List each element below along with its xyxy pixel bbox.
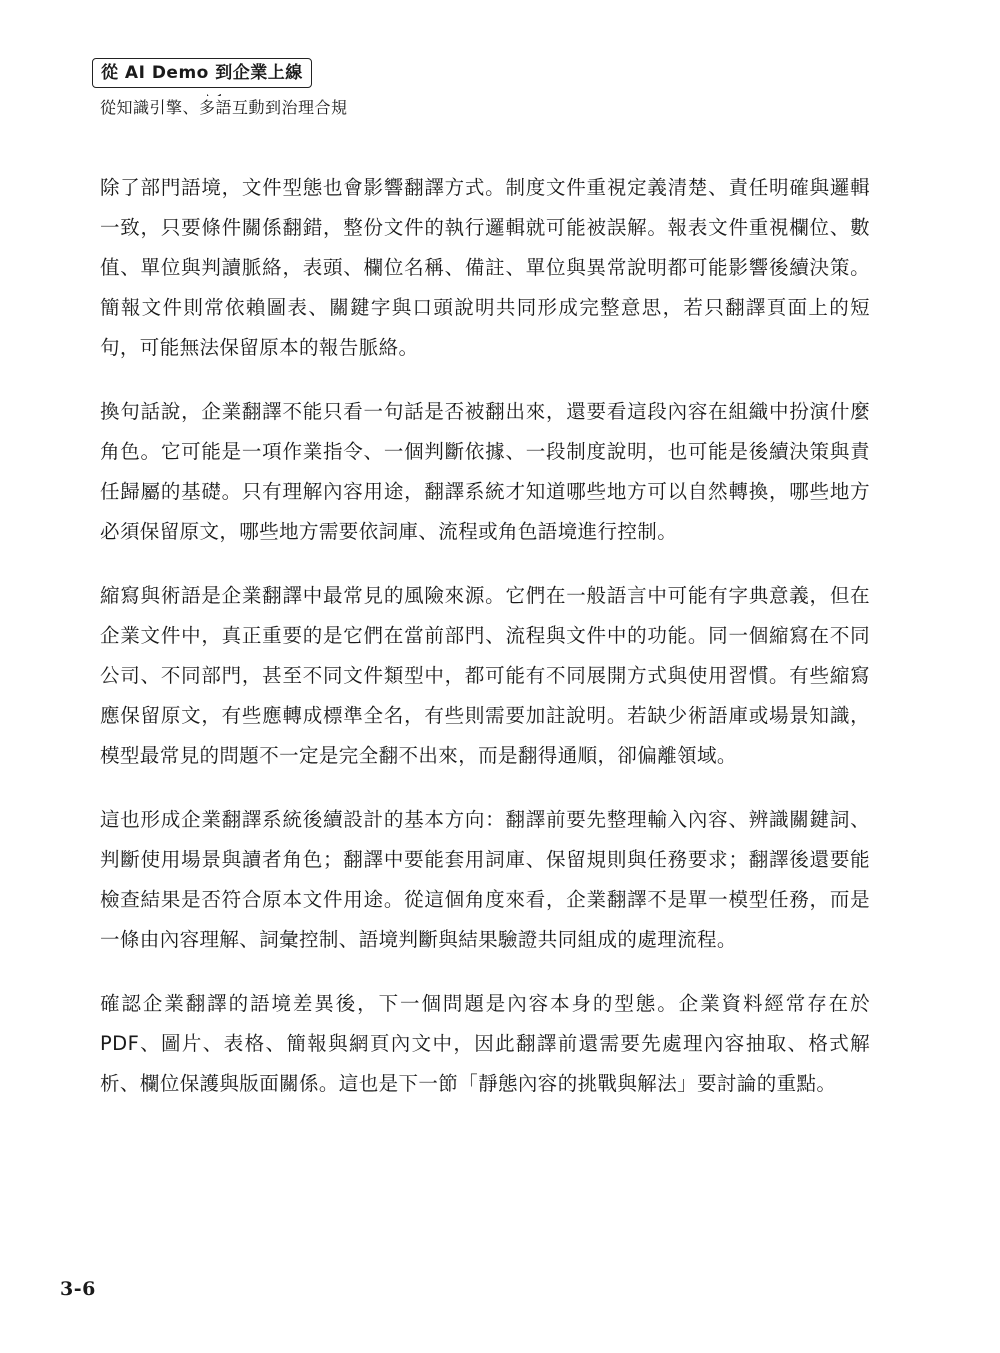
paragraph: 這也形成企業翻譯系統後續設計的基本方向：翻譯前要先整理輸入內容、辨識關鍵詞、判斷使用場景與讀者角色；翻譯中要能套用詞庫、保留規則與任務要求；翻譯後還要能檢查結果是否符合原本文件用途。從這個角度來看，企業翻譯不是單一模型任務，而是一條由內容理解、詞彙控制、語境判斷與結果驗證共同組成的處理流程。: [100, 808, 870, 951]
paragraph: 換句話說，企業翻譯不能只看一句話是否被翻出來，還要看這段內容在組織中扮演什麼角色。它可能是一項作業指令、一個判斷依據、一段制度說明，也可能是後續決策與責任歸屬的基礎。只有理解內容用途，翻譯系統才知道哪些地方可以自然轉換，哪些地方必須保留原文，哪些地方需要依詞庫、流程或角色語境進行控制。: [100, 400, 870, 543]
callout-tail: [207, 87, 221, 96]
paragraph: 確認企業翻譯的語境差異後，下一個問題是內容本身的型態。企業資料經常存在於 PDF、圖片、表格、簡報與網頁內文中，因此翻譯前還需要先處理內容抽取、格式解析、欄位保護與版面關係。這也是下一節「靜態內容的挑戰與解法」要討論的重點。: [100, 992, 870, 1095]
running-header: [92, 58, 348, 119]
paragraph: 除了部門語境，文件型態也會影響翻譯方式。制度文件重視定義清楚、責任明確與邏輯一致，只要條件關係翻錯，整份文件的執行邏輯就可能被誤解。報表文件重視欄位、數值、單位與判讀脈絡，表頭、欄位名稱、備註、單位與異常說明都可能影響後續決策。簡報文件則常依賴圖表、關鍵字與口頭說明共同形成完整意思，若只翻譯頁面上的短句，可能無法保留原本的報告脈絡。: [100, 176, 870, 359]
book-title: 從 AI Demo 到企業上線: [101, 63, 303, 83]
book-title-callout: [92, 58, 312, 88]
page-number: 3-6: [60, 1278, 96, 1300]
body-text: [100, 168, 870, 1128]
book-subtitle: 從知識引擎、多語互動到治理合規: [100, 98, 348, 117]
paragraph: 縮寫與術語是企業翻譯中最常見的風險來源。它們在一般語言中可能有字典意義，但在企業文件中，真正重要的是它們在當前部門、流程與文件中的功能。同一個縮寫在不同公司、不同部門，甚至不同文件類型中，都可能有不同展開方式與使用習慣。有些縮寫應保留原文，有些應轉成標準全名，有些則需要加註說明。若缺少術語庫或場景知識，模型最常見的問題不一定是完全翻不出來，而是翻得通順，卻偏離領域。: [100, 584, 870, 767]
